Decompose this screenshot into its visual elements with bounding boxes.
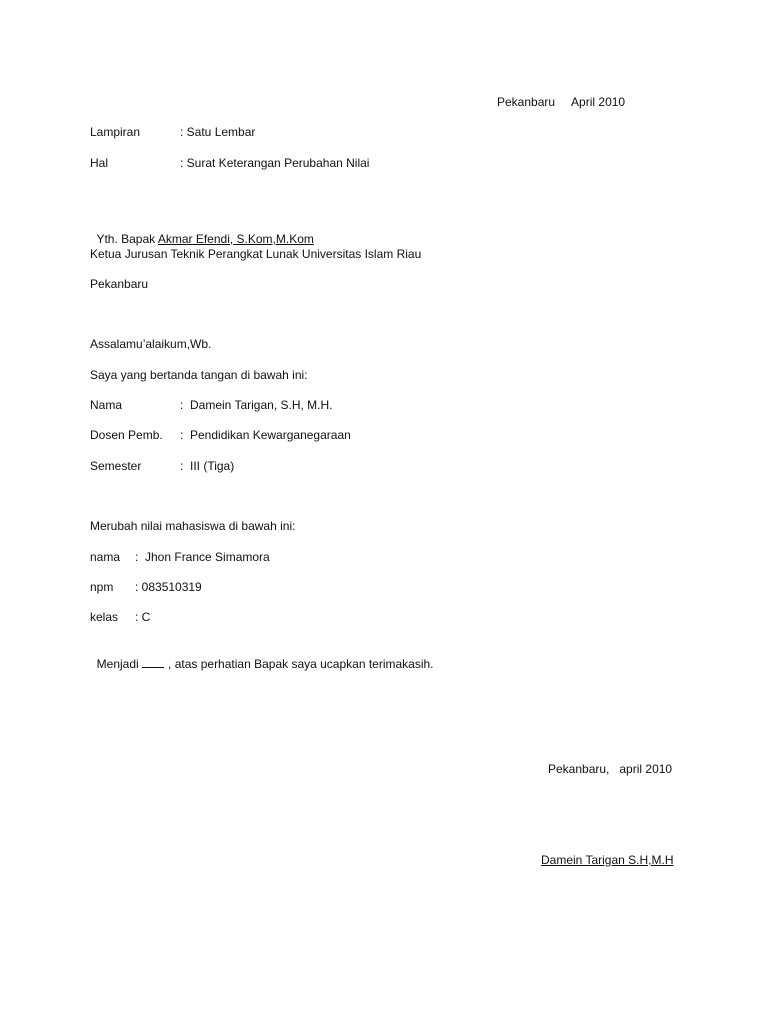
hal-value: : Surat Keterangan Perubahan Nilai bbox=[180, 156, 370, 170]
intro-text: Saya yang bertanda tangan di bawah ini: bbox=[90, 368, 308, 382]
recipient-prefix: Yth. Bapak bbox=[96, 232, 158, 246]
hal-label: Hal bbox=[90, 156, 109, 170]
student-nama-label: nama bbox=[90, 550, 121, 564]
change-intro: Merubah nilai mahasiswa di bawah ini: bbox=[90, 519, 296, 533]
student-npm-value: : 083510319 bbox=[135, 580, 202, 594]
menjadi-prefix: Menjadi bbox=[96, 657, 143, 671]
signer-dosen-value: : Pendidikan Kewarganegaraan bbox=[180, 428, 351, 442]
menjadi-line bbox=[90, 640, 434, 672]
student-kelas-label: kelas bbox=[90, 610, 119, 624]
student-nama-value: : Jhon France Simamora bbox=[135, 550, 270, 564]
closing-date: Pekanbaru, april 2010 bbox=[548, 762, 673, 776]
student-npm-label: npm bbox=[90, 580, 114, 594]
letter-date: Pekanbaru April 2010 bbox=[497, 95, 626, 109]
signature-name: Damein Tarigan S.H,M.H bbox=[541, 853, 674, 867]
menjadi-suffix: , atas perhatian Bapak saya ucapkan terimakasih. bbox=[168, 657, 434, 671]
signer-nama-label: Nama bbox=[90, 398, 123, 412]
signer-semester-label: Semester bbox=[90, 459, 142, 473]
recipient-city: Pekanbaru bbox=[90, 277, 149, 291]
recipient-line bbox=[90, 215, 314, 247]
greeting: Assalamu’alaikum,Wb. bbox=[90, 337, 212, 351]
lampiran-value: : Satu Lembar bbox=[180, 125, 256, 139]
recipient-name: Akmar Efendi, S.Kom,M.Kom bbox=[157, 232, 314, 246]
student-kelas-value: : C bbox=[135, 610, 151, 624]
signer-nama-value: : Damein Tarigan, S.H, M.H. bbox=[180, 398, 333, 412]
recipient-position: Ketua Jurusan Teknik Perangkat Lunak Universitas Islam Riau bbox=[90, 247, 422, 261]
signer-semester-value: : III (Tiga) bbox=[180, 459, 235, 473]
lampiran-label: Lampiran bbox=[90, 125, 141, 139]
signer-dosen-label: Dosen Pemb. bbox=[90, 428, 163, 442]
grade-blank bbox=[142, 657, 164, 668]
